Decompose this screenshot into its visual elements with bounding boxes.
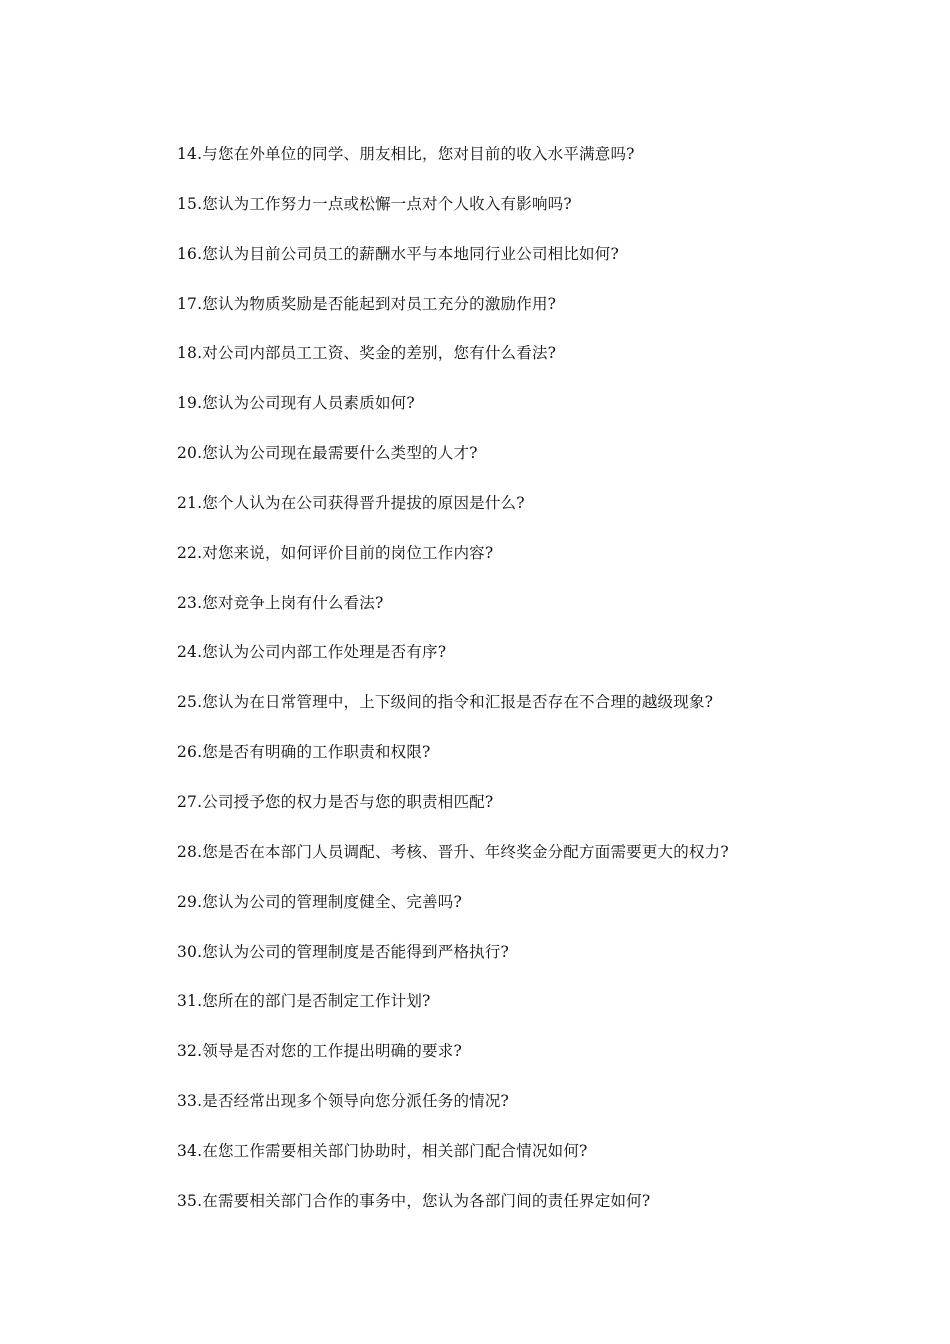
question-28: 28.您是否在本部门人员调配、考核、晋升、年终奖金分配方面需要更大的权力? (177, 842, 729, 861)
question-23: 23.您对竞争上岗有什么看法? (177, 593, 384, 612)
question-16: 16.您认为目前公司员工的薪酬水平与本地同行业公司相比如何? (177, 244, 619, 263)
question-26: 26.您是否有明确的工作职责和权限? (177, 743, 431, 762)
question-31: 31.您所在的部门是否制定工作计划? (177, 992, 431, 1011)
question-33: 33.是否经常出现多个领导向您分派任务的情况? (177, 1092, 510, 1111)
question-21: 21.您个人认为在公司获得晋升提拔的原因是什么? (177, 493, 525, 512)
question-27: 27.公司授予您的权力是否与您的职责相匹配? (177, 792, 494, 811)
question-14: 14.与您在外单位的同学、朋友相比，您对目前的收入水平满意吗? (177, 145, 635, 163)
question-32: 32.领导是否对您的工作提出明确的要求? (177, 1042, 462, 1061)
question-20: 20.您认为公司现在最需要什么类型的人才? (177, 444, 478, 463)
question-29: 29.您认为公司的管理制度健全、完善吗? (177, 892, 462, 911)
question-24: 24.您认为公司内部工作处理是否有序? (177, 643, 447, 662)
question-18: 18.对公司内部员工工资、奖金的差别，您有什么看法? (177, 344, 557, 363)
question-25: 25.您认为在日常管理中，上下级间的指令和汇报是否存在不合理的越级现象? (177, 693, 714, 712)
question-17: 17.您认为物质奖励是否能起到对员工充分的激励作用? (177, 294, 557, 313)
question-19: 19.您认为公司现有人员素质如何? (177, 394, 415, 413)
question-22: 22.对您来说，如何评价目前的岗位工作内容? (177, 543, 494, 562)
question-list (177, 140, 729, 1237)
question-30: 30.您认为公司的管理制度是否能得到严格执行? (177, 942, 510, 961)
question-35: 35.在需要相关部门合作的事务中，您认为各部门间的责任界定如何? (177, 1191, 651, 1210)
question-34: 34.在您工作需要相关部门协助时，相关部门配合情况如何? (177, 1141, 588, 1160)
question-15: 15.您认为工作努力一点或松懈一点对个人收入有影响吗? (177, 194, 572, 213)
